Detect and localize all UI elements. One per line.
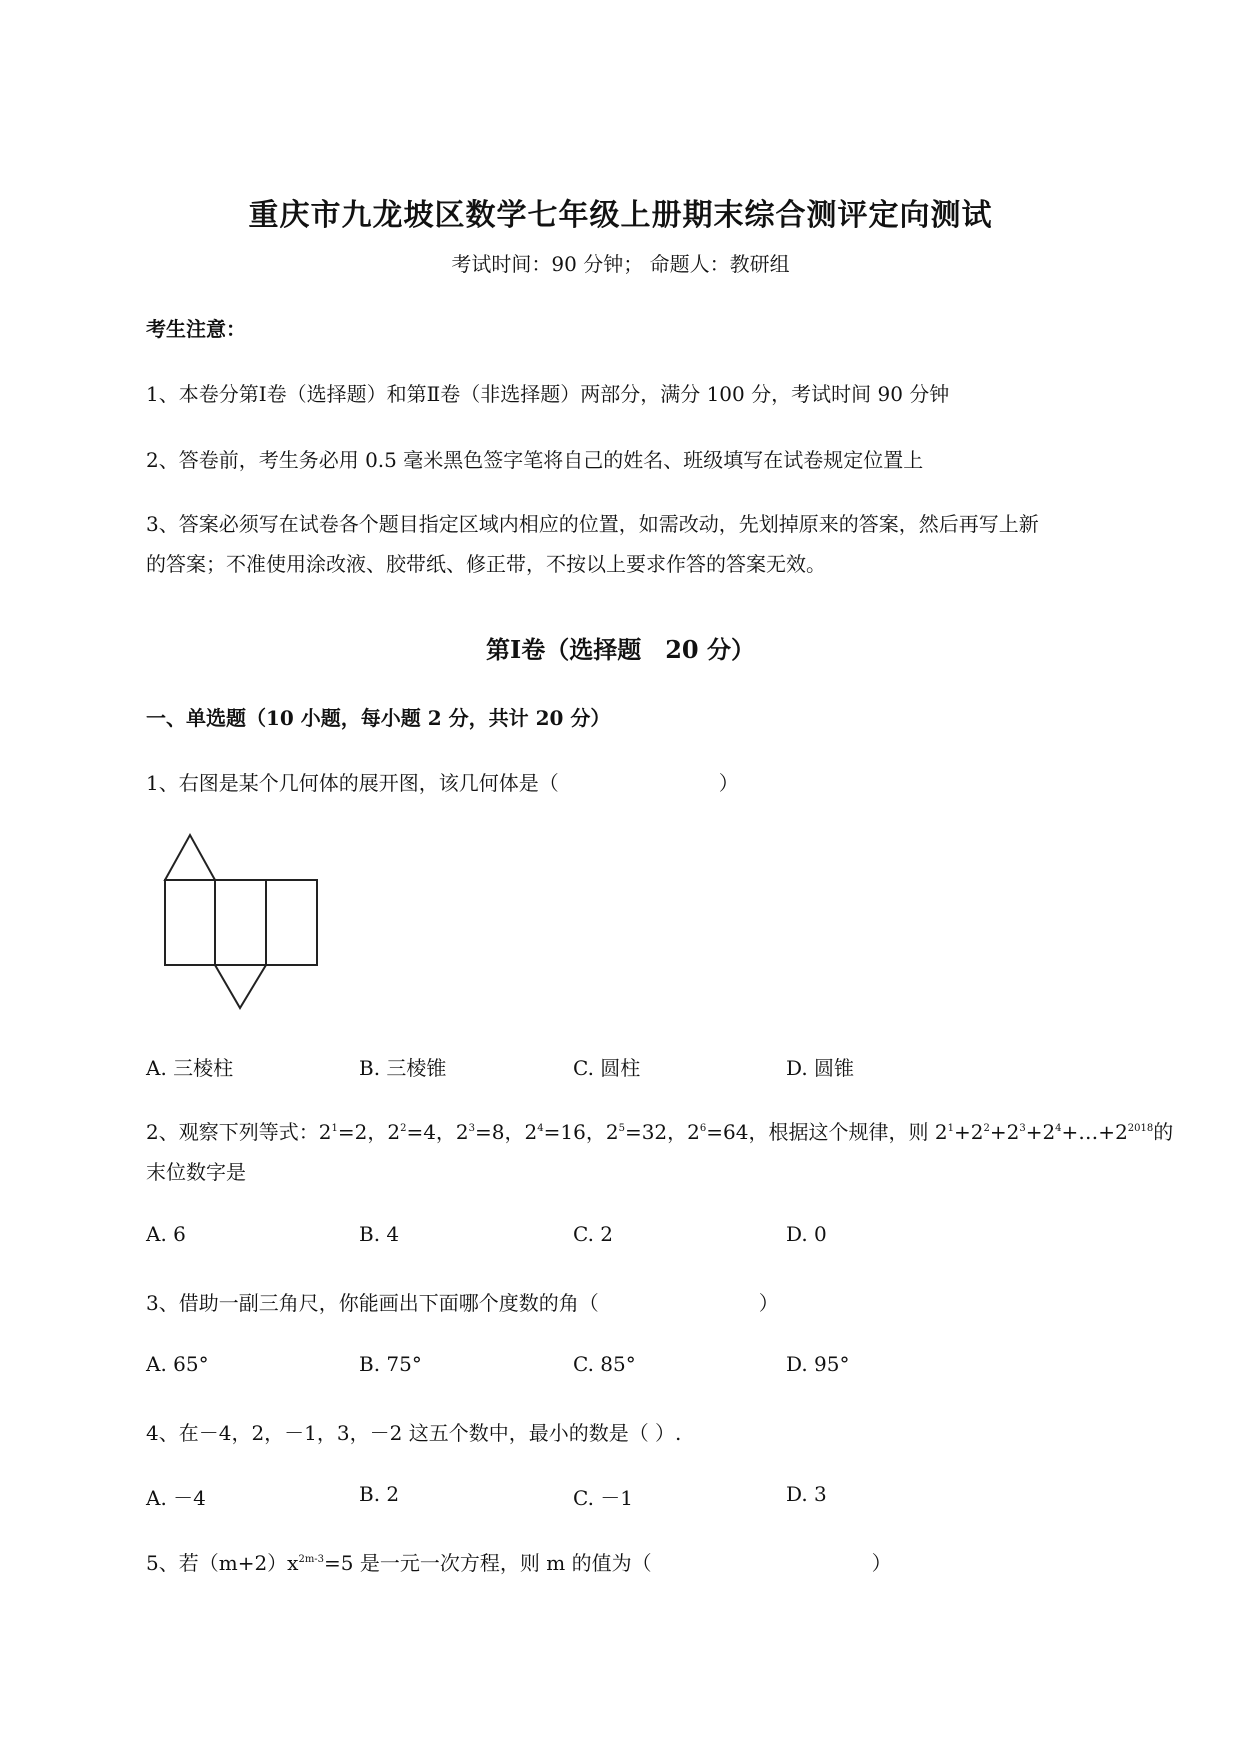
page-title: 重庆市九龙坡区数学七年级上册期末综合测评定向测试 xyxy=(248,198,993,233)
q2-option-d[interactable]: D. 0 xyxy=(786,1222,827,1246)
q2-option-a[interactable]: A. 6 xyxy=(146,1222,186,1246)
q2-option-c[interactable]: C. 2 xyxy=(573,1222,614,1246)
question-3-stem: 3、借助一副三角尺，你能画出下面哪个度数的角（ ） xyxy=(146,1291,779,1315)
q3-option-d[interactable]: D. 95° xyxy=(786,1352,850,1376)
question-5-stem: 5、若$(m+2)x^{2m-3}=5$ 是一元一次方程，则 m 的值为（ ） xyxy=(146,1551,892,1575)
q4-option-a[interactable]: A. －4 xyxy=(146,1486,206,1510)
question-2-stem: 2、观察下列等式：$2^1=2$，$2^2=4$，$2^3=8$，$2^4=16$，$2^5=32$，$2^6=64$，根据这个规律，则 $2^1+2^2+2^3+2^4+\dots+2^{2018}$的 xyxy=(146,1120,1174,1144)
notice-item-2: 2、答卷前，考生务必用 0.5 毫米黑色签字笔将自己的姓名、班级填写在试卷规定位置上 xyxy=(146,448,924,472)
part-title: 一、单选题（10 小题，每小题 2 分，共计 20 分） xyxy=(146,706,611,730)
q4-option-d[interactable]: D. 3 xyxy=(786,1482,827,1506)
q4-option-b[interactable]: B. 2 xyxy=(359,1482,400,1506)
question-4-stem: 4、在－4，2，－1，3，－2 这五个数中，最小的数是（ ）. xyxy=(146,1421,682,1445)
q1-option-b[interactable]: B. 三棱锥 xyxy=(359,1056,447,1080)
notice-item-3-cont: 的答案；不准使用涂改液、胶带纸、修正带，不按以上要求作答的答案无效。 xyxy=(146,552,826,576)
notice-item-3: 3、答案必须写在试卷各个题目指定区域内相应的位置，如需改动，先划掉原来的答案，然后再写上新 xyxy=(146,512,1039,536)
q1-option-c[interactable]: C. 圆柱 xyxy=(573,1056,641,1080)
q3-option-b[interactable]: B. 75° xyxy=(359,1352,422,1376)
q3-option-c[interactable]: C. 85° xyxy=(573,1352,636,1376)
notice-item-1: 1、本卷分第Ⅰ卷（选择题）和第Ⅱ卷（非选择题）两部分，满分 100 分，考试时间 90 分钟 xyxy=(146,382,950,406)
q2-option-b[interactable]: B. 4 xyxy=(359,1222,400,1246)
q3-option-a[interactable]: A. 65° xyxy=(146,1352,209,1376)
exam-info: 考试时间：90 分钟； 命题人：教研组 xyxy=(451,252,790,276)
q1-option-d[interactable]: D. 圆锥 xyxy=(786,1056,855,1080)
prism-net-figure xyxy=(160,830,330,1010)
section-title: 第Ⅰ卷（选择题 20 分） xyxy=(486,635,755,664)
question-1-stem: 1、右图是某个几何体的展开图，该几何体是（ ） xyxy=(146,771,739,795)
q4-option-c[interactable]: C. －1 xyxy=(573,1486,634,1510)
question-2-stem-cont: 末位数字是 xyxy=(146,1160,246,1184)
q1-option-a[interactable]: A. 三棱柱 xyxy=(146,1056,234,1080)
notice-heading: 考生注意： xyxy=(146,317,246,341)
